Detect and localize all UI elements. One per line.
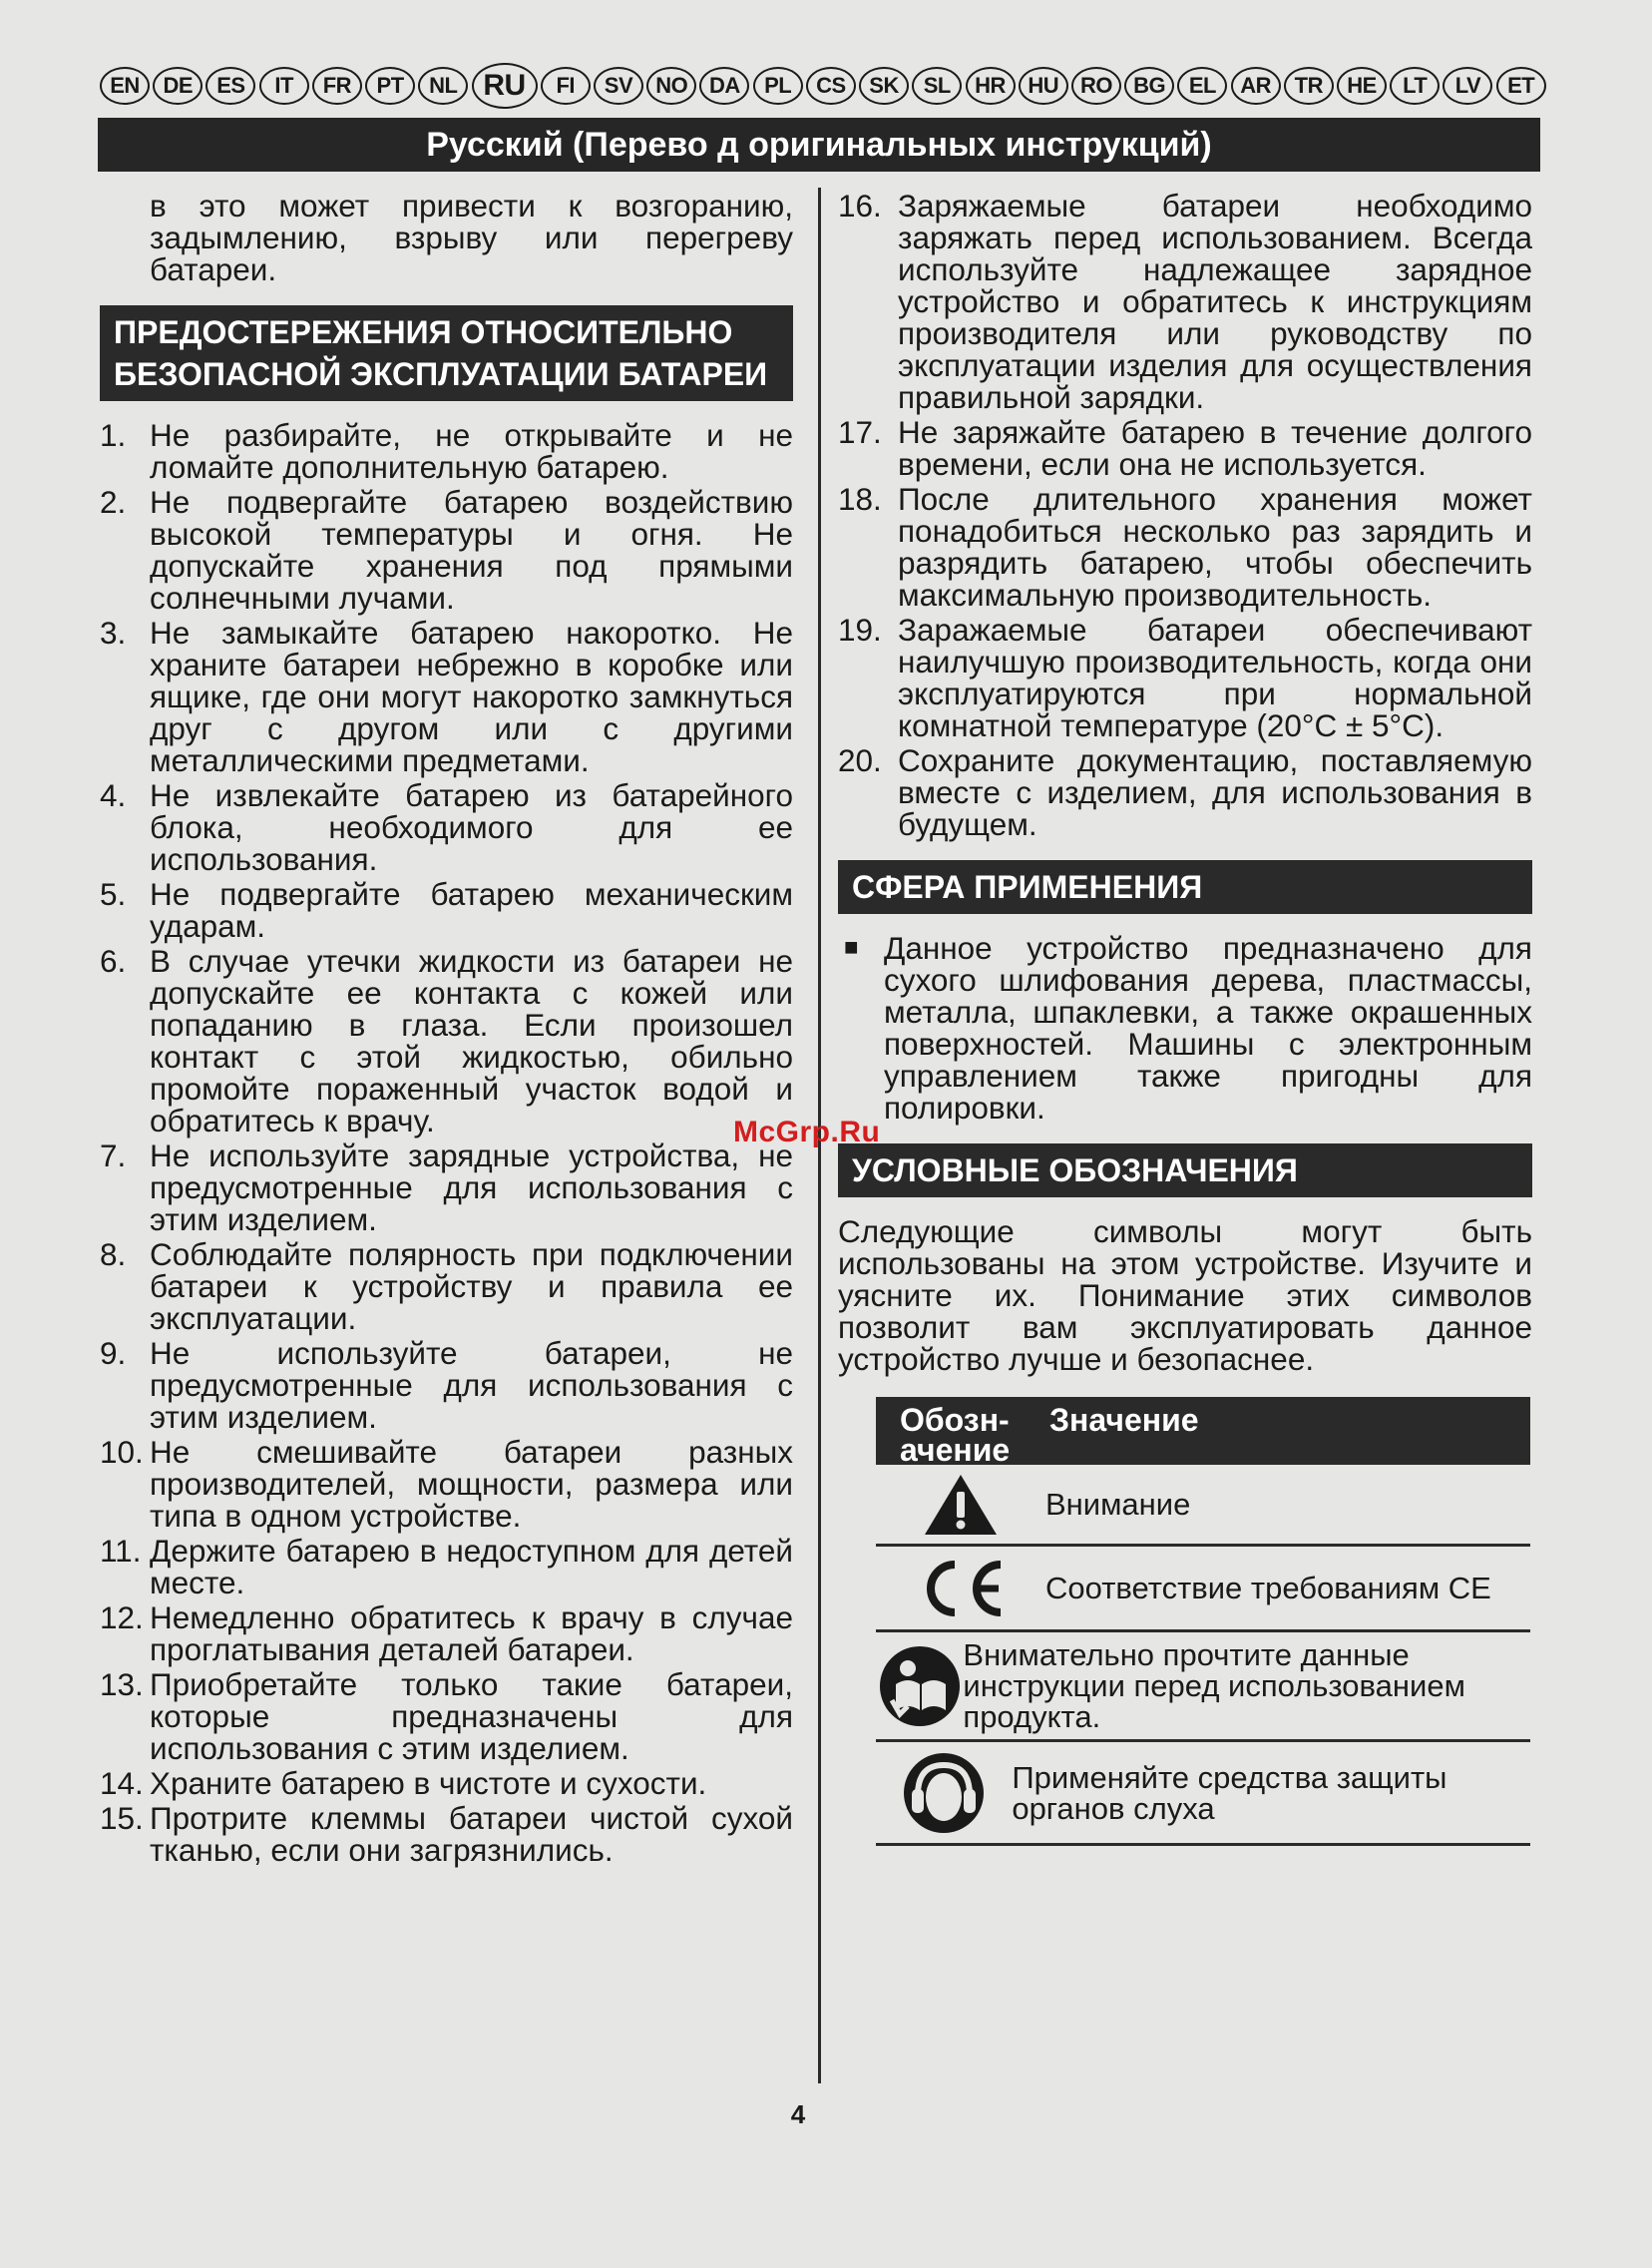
lang-el[interactable]: EL (1177, 67, 1227, 105)
list-item (100, 1767, 793, 1799)
item-text: Не подвергайте батарею механическим ударам. (150, 876, 793, 944)
lang-tr[interactable]: TR (1284, 67, 1334, 105)
lang-ru-active[interactable]: RU (472, 63, 538, 109)
lang-lt[interactable]: LT (1390, 67, 1440, 105)
meaning-column-header: Значение (1049, 1402, 1199, 1438)
item-number: 10. (100, 1434, 144, 1470)
item-text: Храните батарею в чистоте и сухости. (150, 1765, 707, 1801)
item-number: 4. (100, 777, 127, 813)
item-number: 13. (100, 1666, 144, 1702)
read-manual-icon (876, 1644, 963, 1728)
list-item (100, 1535, 793, 1598)
item-text: Не извлекайте батарею из батарейного блока, необходимого для ее использования. (150, 777, 793, 877)
watermark: McGrp.Ru (733, 1116, 881, 1148)
right-column (838, 190, 1532, 1846)
item-text: Приобретайте только такие батареи, которые предназначены для использования с этим изделием. (150, 1666, 793, 1766)
list-item (100, 779, 793, 875)
lang-it[interactable]: IT (259, 67, 309, 105)
list-item (100, 1337, 793, 1433)
lang-bg[interactable]: BG (1124, 67, 1174, 105)
item-number: 19. (838, 612, 882, 648)
list-item (100, 486, 793, 614)
warning-triangle-icon (876, 1472, 1045, 1538)
lang-fi[interactable]: FI (541, 67, 591, 105)
symbols-table (876, 1397, 1530, 1846)
symbol-meaning: Соответствие требованиям CE (1045, 1571, 1491, 1605)
item-text: Не заряжайте батарею в течение долгого времени, если она не используется. (898, 414, 1532, 482)
item-text: Не используйте батареи, не предусмотренные для использования с этим изделием. (150, 1335, 793, 1435)
intro-paragraph: в это может привести к возгоранию, задымлению, взрыву или перегреву батареи. (150, 188, 793, 287)
symbol-meaning: Применяйте средства защиты органов слуха (1012, 1759, 1447, 1826)
scope-item (838, 932, 1532, 1124)
item-number: 5. (100, 876, 127, 912)
lang-ar[interactable]: AR (1231, 67, 1281, 105)
item-text: Держите батарею в недоступном для детей месте. (150, 1533, 793, 1600)
lang-pl[interactable]: PL (753, 67, 803, 105)
list-item (838, 614, 1532, 741)
list-item (100, 878, 793, 942)
lang-hr[interactable]: HR (966, 67, 1016, 105)
item-text: Не замыкайте батарею накоротко. Не храните батареи небрежно в коробке или ящике, где они могут накоротко замкнуться друг с другом или с другими металлическими предметами. (150, 615, 793, 778)
item-number: 17. (838, 414, 882, 450)
lang-ro[interactable]: RO (1071, 67, 1121, 105)
language-bar (100, 62, 1546, 110)
list-item (100, 1436, 793, 1532)
list-item (100, 1668, 793, 1764)
list-item (100, 1802, 793, 1866)
lang-sk[interactable]: SK (859, 67, 909, 105)
scope-text: Данное устройство предназначено для сухого шлифования дерева, пластмассы, металла, шпаклевки, а также окрашенных поверхностей. Машины с электронным управлением также пригодны для полировки. (884, 930, 1532, 1126)
ear-protection-icon (876, 1751, 1012, 1835)
lang-lv[interactable]: LV (1443, 67, 1492, 105)
item-text: Не используйте зарядные устройства, не предусмотренные для использования с этим изделием. (150, 1137, 793, 1237)
symbols-intro: Следующие символы могут быть использованы на этом устройстве. Изучите и уясните их. Понимание этих символов позволит вам эксплуатировать данное устройство лучше и безопаснее. (838, 1213, 1532, 1377)
item-number: 6. (100, 943, 127, 979)
symbol-row-read-manual (876, 1632, 1530, 1742)
item-text: Протрите клеммы батареи чистой сухой тканью, если они загрязнились. (150, 1800, 793, 1868)
list-item (100, 617, 793, 776)
item-text: Заражаемые батареи обеспечивают наилучшую производительность, когда они эксплуатируются при нормальной комнатной температуре (20°C ± 5°C). (898, 612, 1532, 743)
ce-mark-icon (876, 1559, 1045, 1618)
item-number: 16. (838, 188, 882, 224)
item-number: 14. (100, 1765, 144, 1801)
item-text: Не подвергайте батарею воздействию высокой температуры и огня. Не допускайте хранения под прямыми солнечными лучами. (150, 484, 793, 616)
lang-no[interactable]: NO (646, 67, 696, 105)
list-item (100, 1238, 793, 1334)
lang-hu[interactable]: HU (1019, 67, 1068, 105)
scope-heading: СФЕРА ПРИМЕНЕНИЯ (838, 860, 1532, 914)
symbols-heading: УСЛОВНЫЕ ОБОЗНАЧЕНИЯ (838, 1143, 1532, 1197)
item-number: 8. (100, 1236, 127, 1272)
symbol-row-ear-protection (876, 1742, 1530, 1846)
lang-es[interactable]: ES (206, 67, 255, 105)
left-column (100, 190, 793, 1869)
symbol-row-ce (876, 1547, 1530, 1632)
item-text: Немедленно обратитесь к врачу в случае проглатывания деталей батареи. (150, 1599, 793, 1667)
lang-pt[interactable]: PT (365, 67, 415, 105)
list-item (838, 483, 1532, 611)
lang-sv[interactable]: SV (594, 67, 643, 105)
symbols-table-header (876, 1397, 1530, 1468)
item-text: Заряжаемые батареи необходимо заряжать перед использованием. Всегда используйте надлежащее зарядное устройство и обратитесь к инструкциям производителя или руководству по эксплуатации изделия для осуществления правильной зарядки. (898, 188, 1532, 415)
item-number: 11. (100, 1533, 142, 1569)
item-text: Сохраните документацию, поставляемую вместе с изделием, для использования в будущем. (898, 742, 1532, 842)
lang-fr[interactable]: FR (312, 67, 362, 105)
lang-da[interactable]: DA (699, 67, 749, 105)
item-number: 15. (100, 1800, 144, 1836)
lang-nl[interactable]: NL (418, 67, 468, 105)
lang-et[interactable]: ET (1496, 67, 1546, 105)
item-text: В случае утечки жидкости из батареи не допускайте ее контакта с кожей или попаданию в глаза. Если произошел контакт с этой жидкостью, обильно промойте пораженный участок водой и обратитесь к врачу. (150, 943, 793, 1138)
item-number: 1. (100, 417, 127, 453)
item-number: 12. (100, 1599, 144, 1635)
page-number: 4 (790, 2099, 806, 2129)
item-number: 9. (100, 1335, 127, 1371)
list-item (838, 190, 1532, 413)
lang-en[interactable]: EN (100, 67, 150, 105)
list-item (100, 419, 793, 483)
item-number: 20. (838, 742, 882, 778)
item-number: 2. (100, 484, 127, 520)
battery-safety-heading: ПРЕДОСТЕРЕЖЕНИЯ ОТНОСИТЕЛЬНО БЕЗОПАСНОЙ ЭКСПЛУАТАЦИИ БАТАРЕИ (100, 305, 793, 401)
list-item (100, 1601, 793, 1665)
symbol-column-header: Обозн- ачение (900, 1402, 1011, 1468)
list-item (100, 945, 793, 1136)
list-item (838, 744, 1532, 840)
list-item (838, 416, 1532, 480)
item-number: 3. (100, 615, 127, 651)
lang-de[interactable]: DE (153, 67, 203, 105)
symbol-row-warning (876, 1465, 1530, 1547)
page-title: Русский (Перево д оригинальных инструкций) (98, 118, 1540, 172)
item-number: 18. (838, 481, 882, 517)
battery-items-left (100, 419, 793, 1866)
symbol-meaning: Внимание (1045, 1487, 1191, 1522)
lang-cs[interactable]: CS (806, 67, 856, 105)
item-number: 7. (100, 1137, 127, 1173)
lang-sl[interactable]: SL (912, 67, 962, 105)
item-text: После длительного хранения может понадобиться несколько раз зарядить и разрядить батарею, чтобы обеспечить максимальную производительность. (898, 481, 1532, 613)
square-bullet-icon: ■ (844, 934, 859, 961)
list-item (100, 1139, 793, 1235)
item-text: Соблюдайте полярность при подключении батареи к устройству и правила ее эксплуатации. (150, 1236, 793, 1336)
battery-items-right (838, 190, 1532, 840)
lang-he[interactable]: HE (1337, 67, 1387, 105)
item-text: Не разбирайте, не открывайте и не ломайте дополнительную батарею. (150, 417, 793, 485)
item-text: Не смешивайте батареи разных производителей, мощности, размера или типа в одном устройстве. (150, 1434, 793, 1534)
symbol-meaning: Внимательно прочтите данные инструкции перед использованием продукта. (963, 1637, 1465, 1734)
